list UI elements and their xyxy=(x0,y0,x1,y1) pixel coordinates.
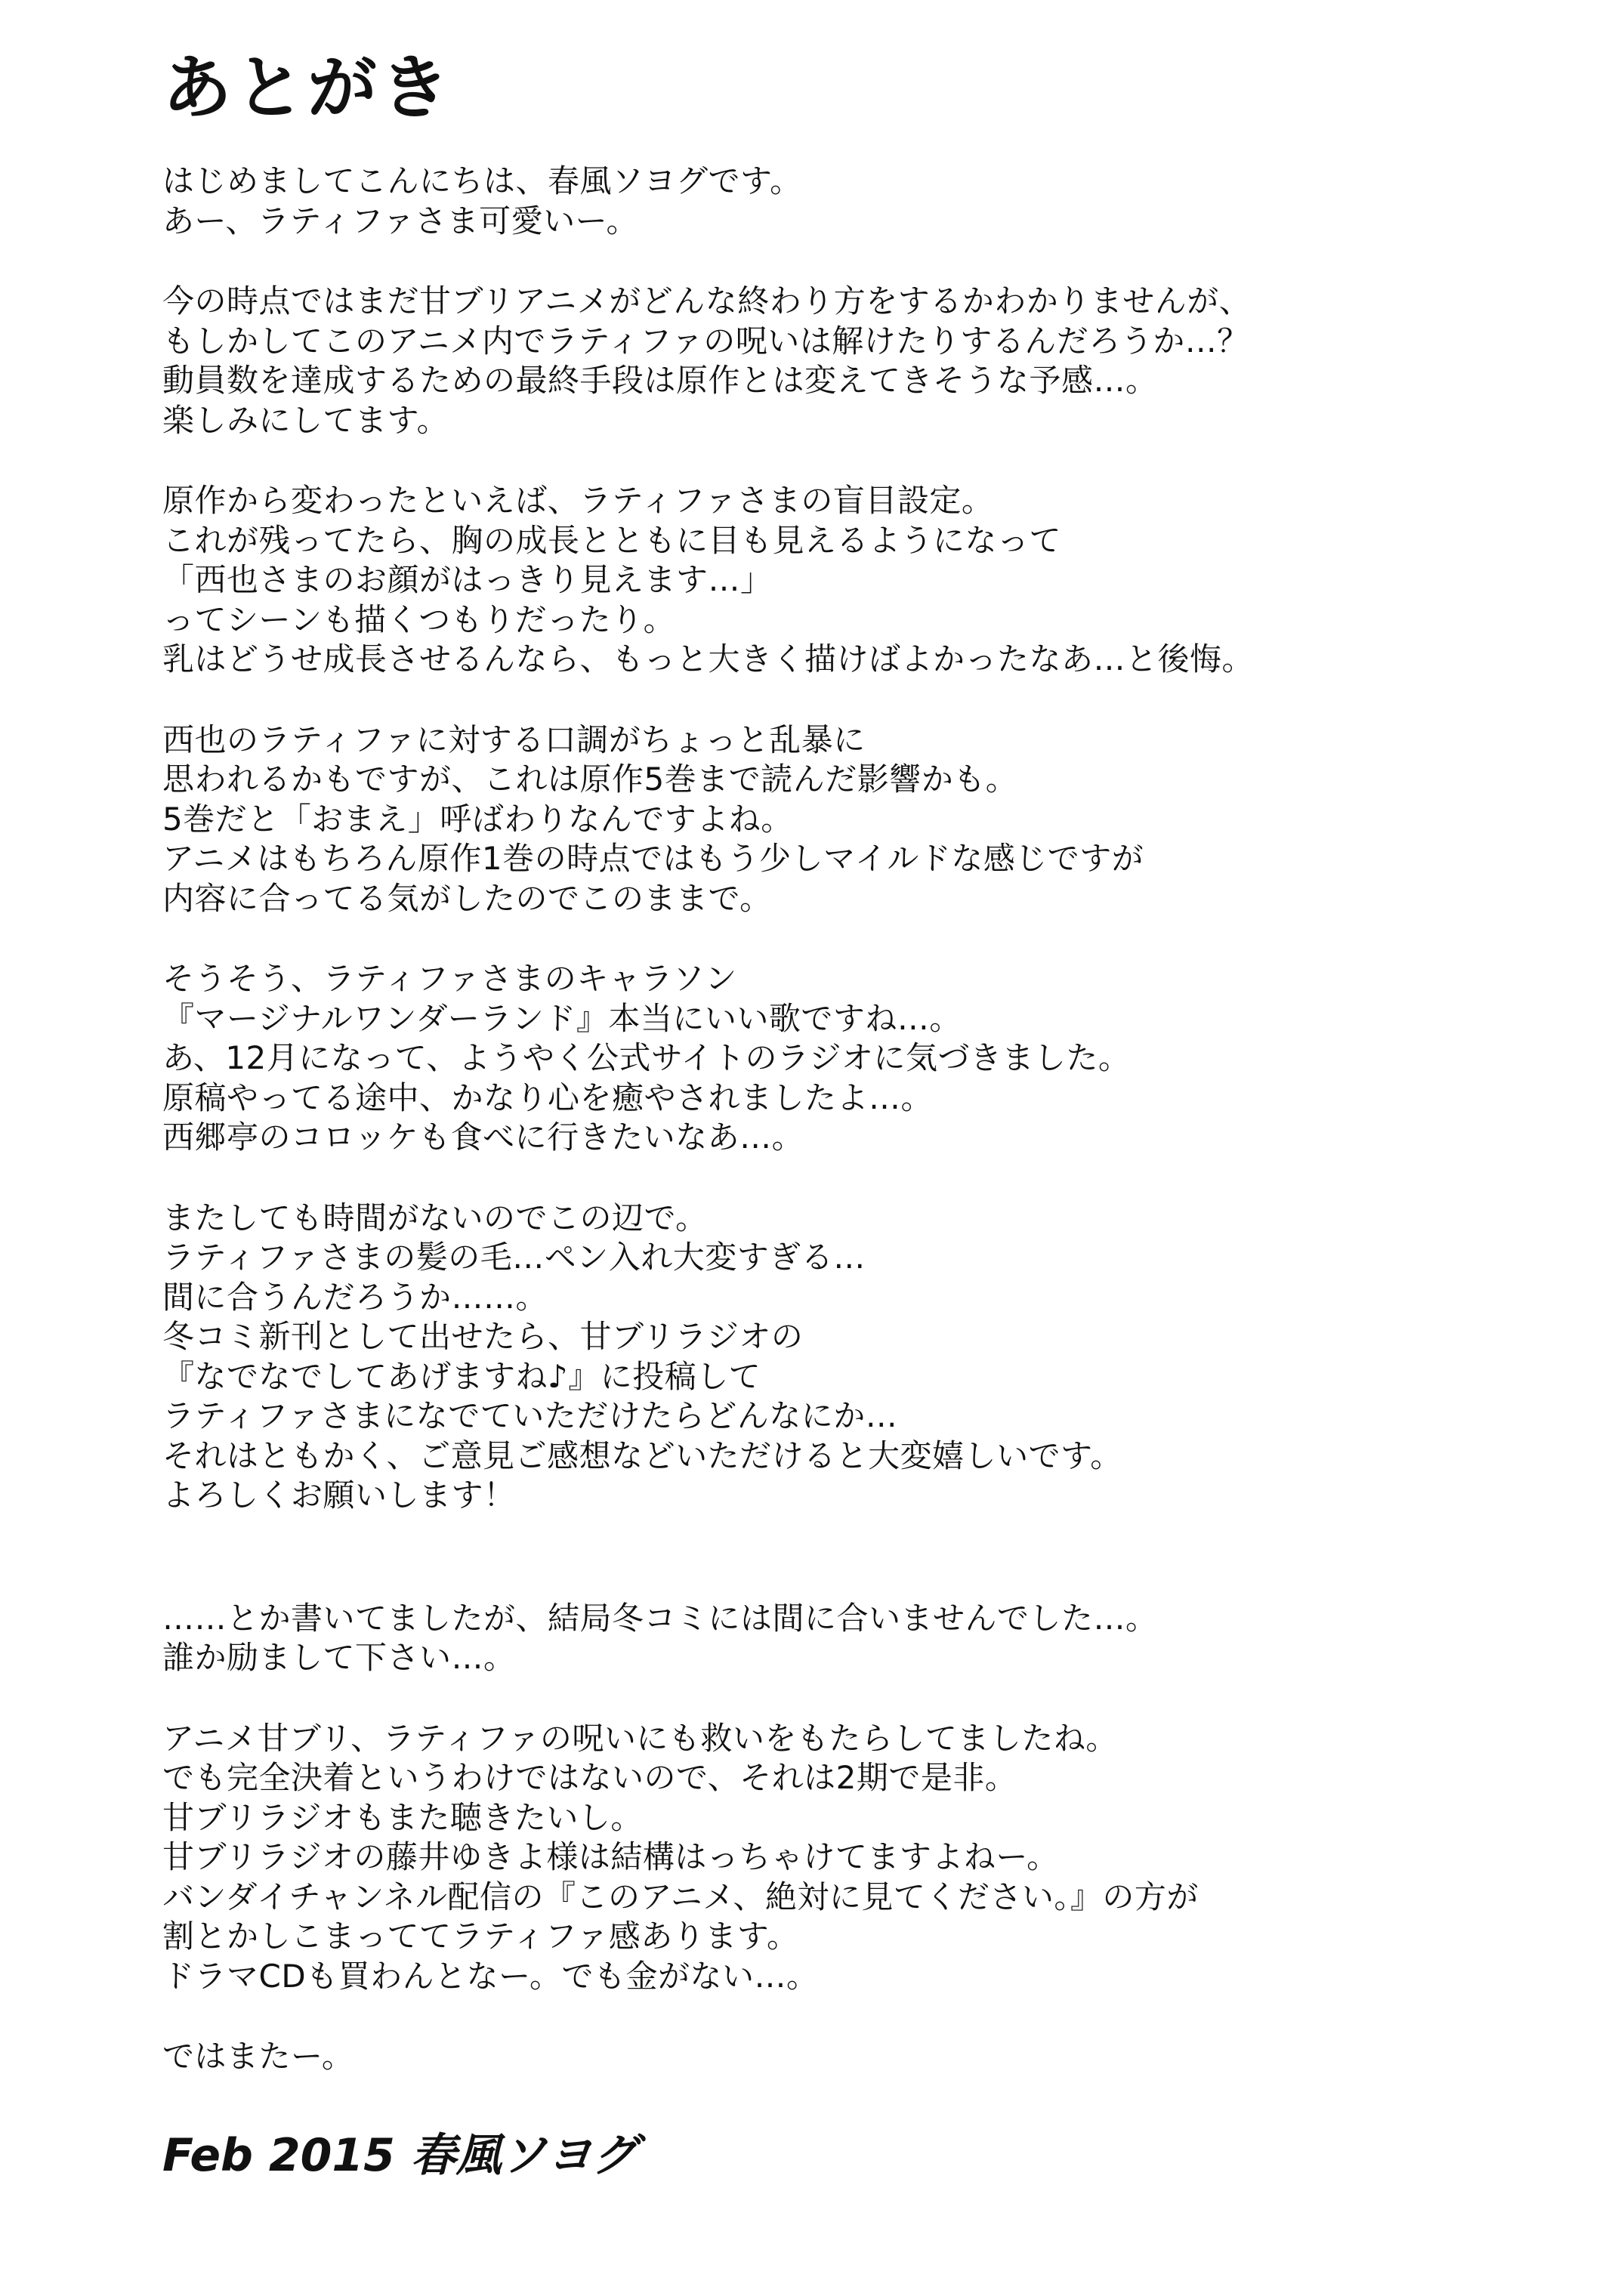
text-line: 『なでなでしてあげますね♪』に投稿して xyxy=(162,1357,761,1395)
text-line: 原作から変わったといえば、ラティファさまの盲目設定。 xyxy=(162,482,994,519)
text-line: はじめましてこんにちは、春風ソヨグです。 xyxy=(162,162,802,199)
text-line: またしても時間がないのでこの辺で。 xyxy=(162,1199,708,1236)
text-line: それはともかく、ご意見ご感想などいただけると大変嬉しいです。 xyxy=(162,1437,1122,1474)
text-line: 楽しみにしてます。 xyxy=(162,401,449,439)
text-line: 今の時点ではまだ甘ブリアニメがどんな終わり方をするかわかりませんが、 xyxy=(162,282,1252,319)
paragraph-blind-setting xyxy=(162,481,1582,680)
text-line: よろしくお願いします！ xyxy=(162,1477,516,1514)
text-line: ……とか書いてましたが、結局冬コミには間に合いませんでした…。 xyxy=(162,1599,1158,1637)
text-line: アニメはもちろん原作1巻の時点ではもう少しマイルドな感じですが xyxy=(162,840,1144,877)
text-line: 誰か励まして下さい…。 xyxy=(162,1639,516,1676)
text-line: 甘ブリラジオの藤井ゆきよ様は結構はっちゃけてますよねー。 xyxy=(162,1838,1059,1875)
afterword-body xyxy=(162,162,1582,2118)
paragraph-character-song xyxy=(162,959,1582,1158)
text-line: あ、12月になって、ようやく公式サイトのラジオに気づきました。 xyxy=(162,1039,1131,1076)
paragraph-anime-ending xyxy=(162,282,1582,440)
text-line: 西郷亭のコロッケも食べに行きたいなあ…。 xyxy=(162,1119,804,1156)
paragraph-greeting xyxy=(162,162,1582,241)
text-line: 「西也さまのお顔がはっきり見えます…」 xyxy=(162,561,773,598)
paragraph-tone xyxy=(162,721,1582,919)
text-line: ラティファさまになでていただけたらどんなにか… xyxy=(162,1397,898,1434)
text-line: 『マージナルワンダーランド』本当にいい歌ですね…。 xyxy=(162,999,962,1037)
text-line: 甘ブリラジオもまた聴きたいし。 xyxy=(162,1798,643,1836)
text-line: ラティファさまの髪の毛…ペン入れ大変すぎる… xyxy=(162,1239,866,1276)
text-line: 乳はどうせ成長させるんなら、もっと大きく描けばよかったなあ…と後悔。 xyxy=(162,640,1255,677)
paragraph-postscript xyxy=(162,1599,1582,1678)
text-line: 原稿やってる途中、かなり心を癒やされましたよ…。 xyxy=(162,1079,934,1116)
paragraph-closing-first xyxy=(162,1199,1582,1516)
text-line: ではまたー。 xyxy=(162,2038,354,2075)
text-line: 内容に合ってる気がしたのでこのままで。 xyxy=(162,879,772,917)
text-line: もしかしてこのアニメ内でラティファの呪いは解けたりするんだろうか…？ xyxy=(162,322,1249,360)
text-line: アニメ甘ブリ、ラティファの呪いにも救いをもたらしてましたね。 xyxy=(162,1719,1118,1757)
text-line: 思われるかもですが、これは原作5巻まで読んだ影響かも。 xyxy=(162,761,1018,798)
text-line: 割とかしこまっててラティファ感あります。 xyxy=(162,1918,799,1955)
text-line: 西也のラティファに対する口調がちょっと乱暴に xyxy=(162,721,866,758)
text-line: ドラマCDも買わんとなー。でも金がない…。 xyxy=(162,1957,819,1995)
text-line: そうそう、ラティファさまのキャラソン xyxy=(162,960,737,997)
text-line: あー、ラティファさま可愛いー。 xyxy=(162,202,638,239)
paragraph-anime-review xyxy=(162,1719,1582,1997)
author-signature: Feb 2015 春風ソヨグ xyxy=(162,2129,638,2182)
text-line: これが残ってたら、胸の成長とともに目も見えるようになって xyxy=(162,521,1062,559)
text-line: ってシーンも描くつもりだったり。 xyxy=(162,600,676,638)
text-line: でも完全決着というわけではないので、それは2期で是非。 xyxy=(162,1759,1017,1796)
text-line: 間に合うんだろうか……。 xyxy=(162,1278,548,1316)
text-line: 5巻だと「おまえ」呼ばわりなんですよね。 xyxy=(162,800,793,838)
text-line: 動員数を達成するための最終手段は原作とは変えてきそうな予感…。 xyxy=(162,362,1158,399)
paragraph-farewell xyxy=(162,2037,1582,2077)
afterword-title: あとがき xyxy=(162,48,453,128)
text-line: 冬コミ新刊として出せたら、甘ブリラジオの xyxy=(162,1318,804,1355)
text-line: バンダイチャンネル配信の『このアニメ、絶対に見てください。』の方が xyxy=(162,1878,1199,1915)
